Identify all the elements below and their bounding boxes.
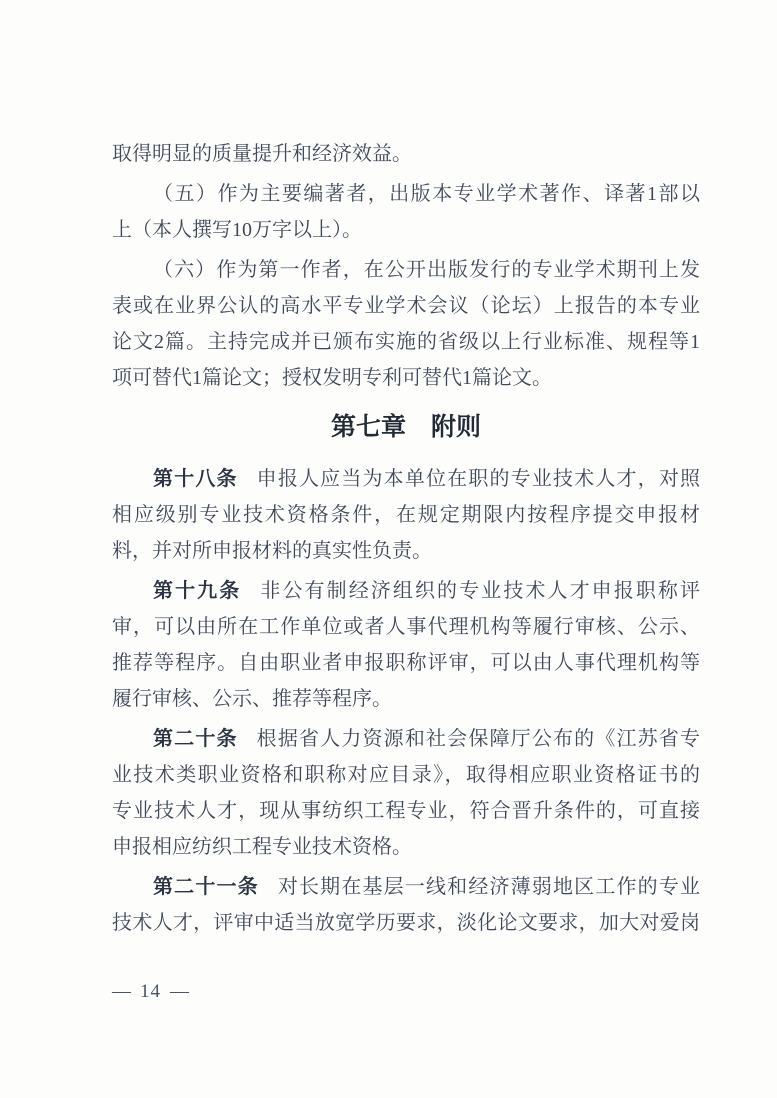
article-number-lead: 第十九条 xyxy=(153,580,242,602)
paragraph xyxy=(112,573,700,717)
text-line: 审，可以由所在工作单位或者人事代理机构等履行审核、公示、 xyxy=(112,616,700,638)
paragraph xyxy=(112,721,700,865)
text-line: 技术人才，评审中适当放宽学历要求，淡化论文要求，加大对爱岗 xyxy=(112,912,700,934)
page-footer xyxy=(112,977,189,1007)
article-number-lead: 第十八条 xyxy=(153,468,238,490)
text-line xyxy=(112,461,700,497)
text-line: 项可替代1篇论文；授权发明专利可替代1篇论文。 xyxy=(112,367,552,389)
text-line: 取得明显的质量提升和经济效益。 xyxy=(112,143,412,165)
paragraph xyxy=(112,252,700,396)
text-line: 专业技术人才，现从事纺织工程专业，符合晋升条件的，可直接 xyxy=(112,800,700,822)
article-number-lead: 第二十一条 xyxy=(153,876,259,898)
text-line: 申报相应纺织工程专业技术资格。 xyxy=(112,836,412,858)
text-line: 推荐等程序。自由职业者申报职称评审，可以由人事代理机构等 xyxy=(112,652,700,674)
line-text: 申报人应当为本单位在职的专业技术人才，对照 xyxy=(256,468,700,490)
line-text: 根据省人力资源和社会保障厅公布的《江苏省专 xyxy=(256,728,700,750)
text-line xyxy=(112,573,700,609)
text-line xyxy=(112,869,700,905)
text-line: 料，并对所申报材料的真实性负责。 xyxy=(112,540,432,562)
text-line: 履行审核、公示、推荐等程序。 xyxy=(112,688,392,710)
article-number-lead: 第二十条 xyxy=(153,728,238,750)
document-body xyxy=(112,136,700,945)
text-line: 相应级别专业技术资格条件，在规定期限内按程序提交申报材 xyxy=(112,504,700,526)
line-text: 对长期在基层一线和经济薄弱地区工作的专业 xyxy=(277,876,700,898)
paragraph xyxy=(112,869,700,941)
text-line: 业技术类职业资格和职称对应目录》，取得相应职业资格证书的 xyxy=(112,764,700,786)
paragraph xyxy=(112,176,700,248)
text-line: 论文2篇。主持完成并已颁布实施的省级以上行业标准、规程等1 xyxy=(112,331,700,353)
footer-left-dash: — xyxy=(112,981,131,1002)
footer-right-dash: — xyxy=(170,981,189,1002)
paragraph xyxy=(112,461,700,569)
line-text: 非公有制经济组织的专业技术人才申报职称评 xyxy=(260,580,700,602)
page-number: 14 xyxy=(140,981,161,1002)
text-line: （五）作为主要编著者，出版本专业学术著作、译著1部以 xyxy=(153,183,700,205)
text-line xyxy=(112,721,700,757)
text-line: 表或在业界公认的高水平专业学术会议（论坛）上报告的本专业 xyxy=(112,295,700,317)
chapter-heading: 第七章 附则 xyxy=(330,414,481,441)
paragraph xyxy=(112,136,700,172)
text-line: 上（本人撰写10万字以上）。 xyxy=(112,219,362,241)
text-line: （六）作为第一作者，在公开出版发行的专业学术期刊上发 xyxy=(153,259,700,281)
